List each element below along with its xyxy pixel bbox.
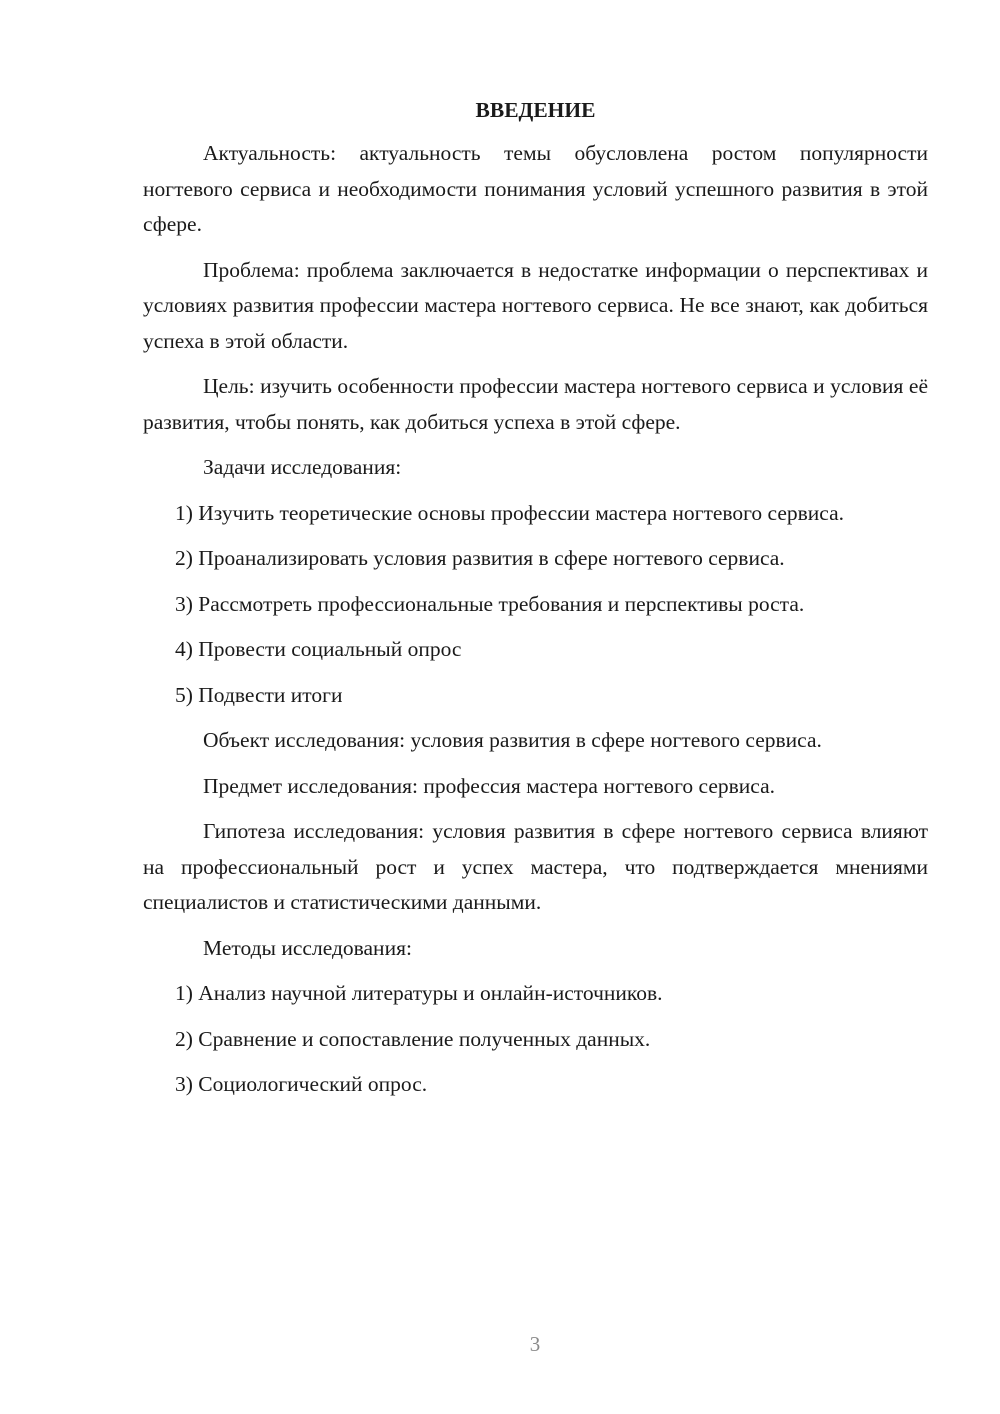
subject-paragraph: Предмет исследования: профессия мастера ногтевого сервиса.	[203, 773, 775, 798]
section-heading: ВВЕДЕНИЕ	[475, 98, 596, 122]
task-item: 3) Рассмотреть профессиональные требования и перспективы роста.	[175, 591, 805, 616]
method-item: 3) Социологический опрос.	[175, 1072, 428, 1096]
goal-paragraph: Цель: изучить особенности профессии мастера ногтевого сервиса и условия её развития, чтобы понять, как добиться успеха в этой сфере.	[143, 374, 928, 434]
task-item: 2) Проанализировать условия развития в сфере ногтевого сервиса.	[175, 546, 785, 570]
relevance-paragraph: Актуальность: актуальность темы обусловлена ростом популярности ногтевого сервиса и необходимости понимания условий успешного развития в этой сфере.	[143, 141, 928, 236]
page-number: 3	[529, 1332, 541, 1356]
problem-paragraph: Проблема: проблема заключается в недостатке информации о перспективах и условиях развития профессии мастера ногтевого сервиса. Не все знают, как добиться успеха в этой области.	[143, 257, 928, 353]
object-paragraph: Объект исследования: условия развития в сфере ногтевого сервиса.	[203, 728, 822, 752]
tasks-title: Задачи исследования:	[203, 455, 402, 479]
page-content	[143, 92, 928, 1113]
methods-title: Методы исследования:	[203, 935, 412, 960]
task-item: 1) Изучить теоретические основы профессии мастера ногтевого сервиса.	[175, 500, 845, 525]
task-item: 5) Подвести итоги	[175, 682, 343, 707]
task-item: 4) Провести социальный опрос	[175, 637, 462, 661]
hypothesis-paragraph: Гипотеза исследования: условия развития в сфере ногтевого сервиса влияют на профессиональный рост и успех мастера, что подтверждается мнениями специалистов и статистическими данными.	[143, 819, 928, 914]
method-item: 1) Анализ научной литературы и онлайн-источников.	[175, 981, 663, 1005]
method-item: 2) Сравнение и сопоставление полученных данных.	[175, 1026, 651, 1051]
